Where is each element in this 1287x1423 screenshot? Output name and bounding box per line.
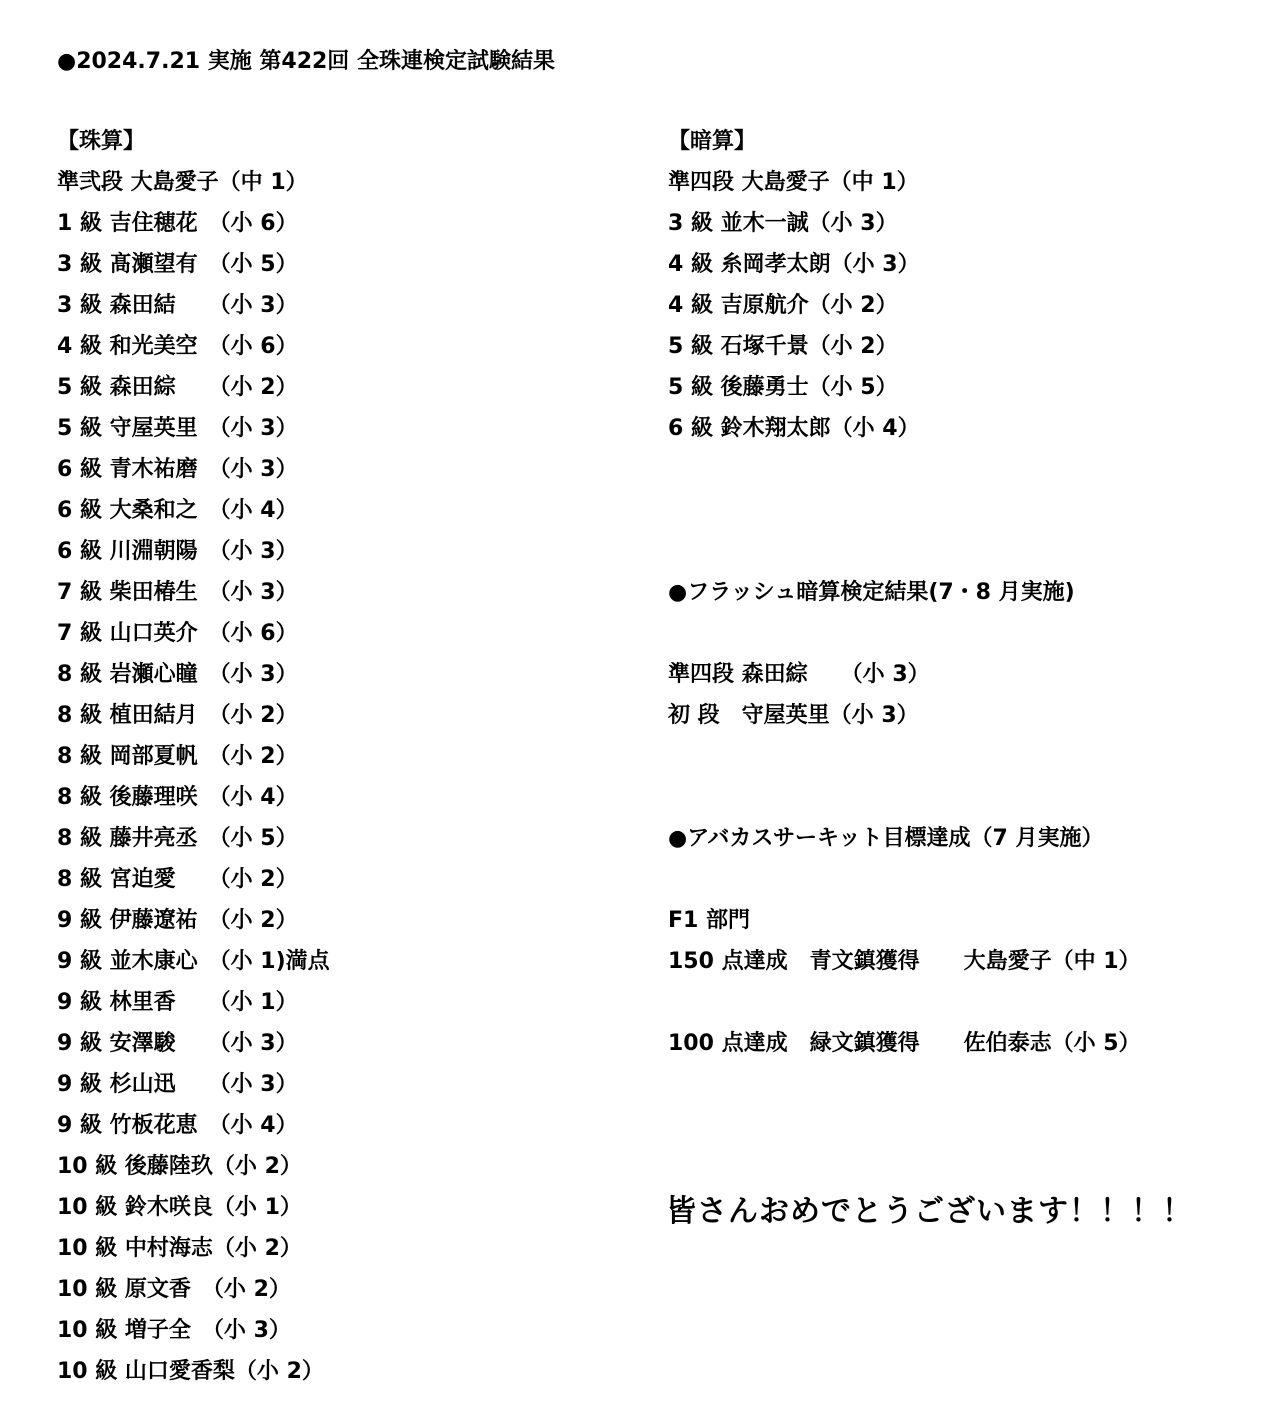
soroban-result-line: 6 級 川淵朝陽 （小 3） [57, 539, 298, 564]
anzan-section-header: 【暗算】 [668, 129, 757, 154]
soroban-result-line: 8 級 岡部夏帆 （小 2） [57, 744, 298, 769]
soroban-result-line: 10 級 山口愛香梨（小 2） [57, 1359, 324, 1384]
soroban-result-line: 10 級 増子全 （小 3） [57, 1318, 291, 1343]
soroban-result-line: 9 級 竹板花恵 （小 4） [57, 1113, 298, 1138]
flash-anzan-result-line: 準四段 森田綜 （小 3） [668, 662, 930, 687]
abacus-circuit-result-line: 100 点達成 緑文鎮獲得 佐伯泰志（小 5） [668, 1031, 1141, 1056]
soroban-result-line: 9 級 並木康心 （小 1)満点 [57, 949, 330, 974]
anzan-result-line: 5 級 後藤勇士（小 5） [668, 375, 898, 400]
soroban-result-line: 5 級 守屋英里 （小 3） [57, 416, 298, 441]
soroban-result-line: 9 級 伊藤遼祐 （小 2） [57, 908, 298, 933]
flash-anzan-result-line: 初 段 守屋英里（小 3） [668, 703, 919, 728]
anzan-result-line: 3 級 並木一誠（小 3） [668, 211, 898, 236]
soroban-result-line: 6 級 青木祐磨 （小 3） [57, 457, 298, 482]
soroban-result-line: 8 級 宮迫愛 （小 2） [57, 867, 298, 892]
soroban-result-line: 8 級 植田結月 （小 2） [57, 703, 298, 728]
soroban-result-line: 9 級 杉山迅 （小 3） [57, 1072, 298, 1097]
soroban-result-line: 9 級 林里香 （小 1） [57, 990, 298, 1015]
soroban-result-line: 8 級 後藤理咲 （小 4） [57, 785, 298, 810]
anzan-results-list [668, 162, 920, 449]
soroban-result-line: 7 級 山口英介 （小 6） [57, 621, 298, 646]
document-title: ●2024.7.21 実施 第422回 全珠連検定試験結果 [57, 49, 555, 74]
anzan-result-line: 準四段 大島愛子（中 1） [668, 170, 919, 195]
soroban-result-line: 4 級 和光美空 （小 6） [57, 334, 298, 359]
soroban-result-line: 10 級 中村海志（小 2） [57, 1236, 302, 1261]
soroban-result-line: 9 級 安澤駿 （小 3） [57, 1031, 298, 1056]
soroban-result-line: 10 級 後藤陸玖（小 2） [57, 1154, 302, 1179]
flash-anzan-header: ●フラッシュ暗算検定結果(7・8 月実施) [668, 580, 1075, 605]
soroban-result-line: 7 級 柴田椿生 （小 3） [57, 580, 298, 605]
anzan-result-line: 5 級 石塚千景（小 2） [668, 334, 898, 359]
abacus-circuit-header: ●アバカスサーキット目標達成（7 月実施） [668, 826, 1104, 851]
anzan-result-line: 4 級 糸岡孝太朗（小 3） [668, 252, 920, 277]
congratulations-message: 皆さんおめでとうございます！！！！ [666, 1194, 1193, 1229]
soroban-section-header: 【珠算】 [57, 129, 146, 154]
anzan-result-line: 4 級 吉原航介（小 2） [668, 293, 898, 318]
abacus-circuit-result-line [668, 982, 1141, 1023]
soroban-result-line: 10 級 鈴木咲良（小 1） [57, 1195, 302, 1220]
soroban-result-line: 5 級 森田綜 （小 2） [57, 375, 298, 400]
soroban-result-line: 準弐段 大島愛子（中 1） [57, 170, 308, 195]
f1-division-label: F1 部門 [668, 908, 750, 933]
flash-anzan-results-list [668, 654, 930, 736]
soroban-result-line: 3 級 森田結 （小 3） [57, 293, 298, 318]
anzan-result-line: 6 級 鈴木翔太郎（小 4） [668, 416, 920, 441]
abacus-circuit-results-list [668, 941, 1141, 1064]
soroban-result-line: 1 級 吉住穂花 （小 6） [57, 211, 298, 236]
soroban-result-line: 6 級 大桑和之 （小 4） [57, 498, 298, 523]
soroban-result-line: 8 級 岩瀬心瞳 （小 3） [57, 662, 298, 687]
soroban-result-line: 8 級 藤井亮丞 （小 5） [57, 826, 298, 851]
soroban-result-line: 3 級 髙瀬望有 （小 5） [57, 252, 298, 277]
abacus-circuit-result-line: 150 点達成 青文鎮獲得 大島愛子（中 1） [668, 949, 1141, 974]
soroban-result-line: 10 級 原文香 （小 2） [57, 1277, 291, 1302]
soroban-results-list [57, 162, 330, 1392]
